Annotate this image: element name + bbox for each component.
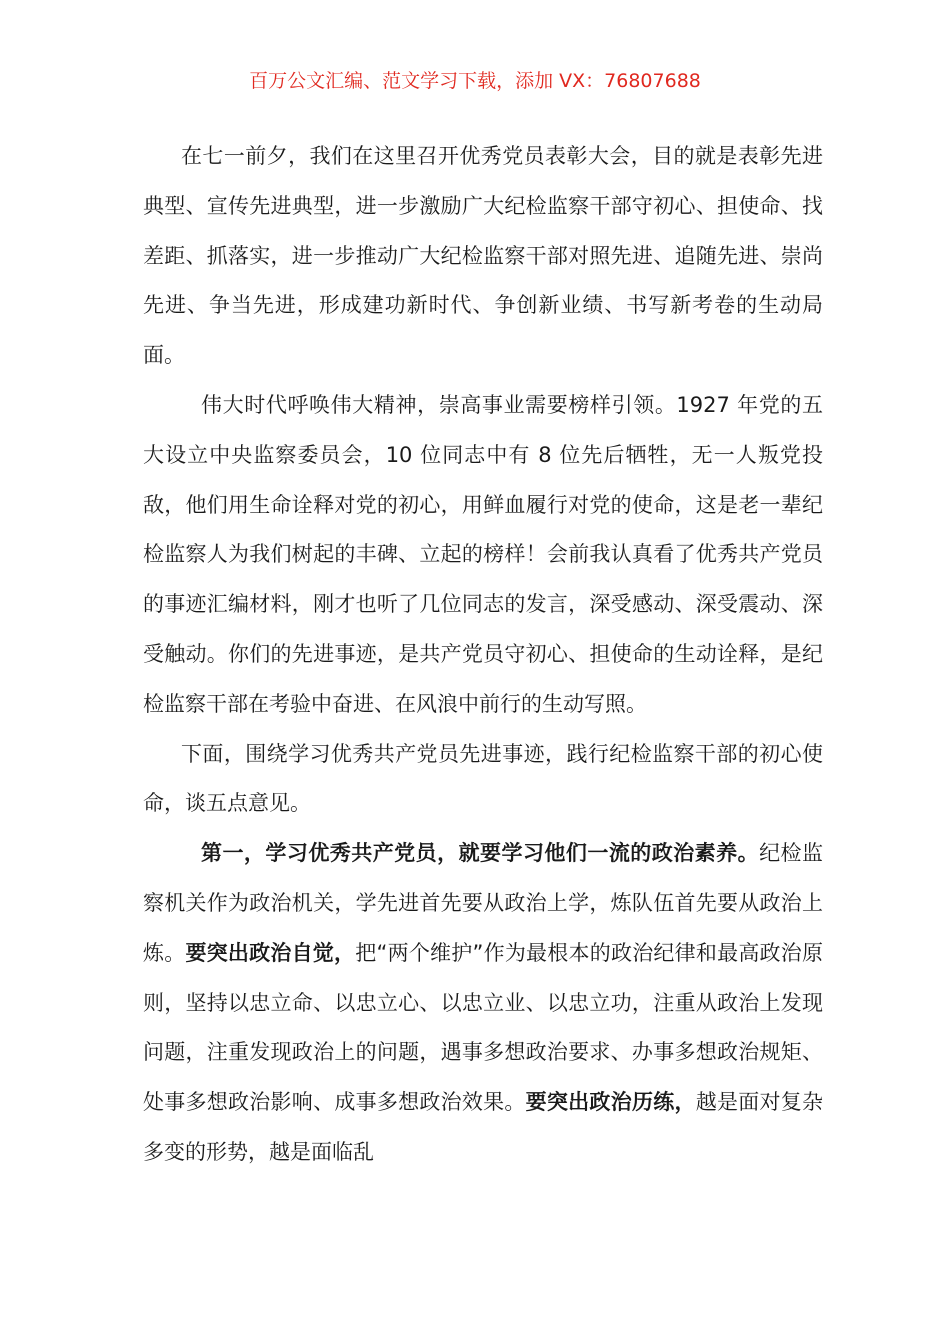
paragraph-point-one	[143, 829, 823, 1178]
point-one-heading: 第一，学习优秀共产党员，就要学习他们一流的政治素养。	[201, 841, 760, 866]
point-one-text-2: 把“两个维护”作为最根本的政治纪律和最高政治原则，坚持以忠立命、以忠立心、以忠立业、以忠立功，注重从政治上发现问题，注重发现政治上的问题，遇事多想政治要求、办事多想政治规矩、处事多想政治影响、成事多想政治效果。	[143, 940, 823, 1115]
paragraph-outline: 下面，围绕学习优秀共产党员先进事迹，践行纪检监察干部的初心使命，谈五点意见。	[143, 741, 823, 816]
paragraph-intro: 在七一前夕，我们在这里召开优秀党员表彰大会，目的就是表彰先进典型、宣传先进典型，进一步激励广大纪检监察干部守初心、担使命、找差距、抓落实，进一步推动广大纪检监察干部对照先进、追随先进、崇尚先进、争当先进，形成建功新时代、争创新业绩、书写新考卷的生动局面。	[143, 144, 823, 368]
point-one-subheading-2: 要突出政治历练，	[525, 1090, 696, 1115]
point-one-subheading-1: 要突出政治自觉，	[185, 940, 356, 965]
point-one-text-1: 纪检监察机关作为政治机关，学先进首先要从政治上学，炼队伍首先要从政治上炼。	[143, 841, 824, 965]
watermark-header: 百万公文汇编、范文学习下载，添加 VX：76807688	[249, 70, 701, 92]
paragraph-role-models: 伟大时代呼唤伟大精神，崇高事业需要榜样引领。1927 年党的五大设立中央监察委员会，10 位同志中有 8 位先后牺牲，无一人叛党投敌，他们用生命诠释对党的初心，用鲜血履行对党的使命，这是老一辈纪检监察人为我们树起的丰碑、立起的榜样！会前我认真看了优秀共产党员的事迹汇编材料，刚才也听了几位同志的发言，深受感动、深受震动、深受触动。你们的先进事迹，是共产党员守初心、担使命的生动诠释，是纪检监察干部在考验中奋进、在风浪中前行的生动写照。	[143, 392, 823, 716]
document-body	[143, 132, 823, 1178]
point-one-text-3: 越是面对复杂多变的形势，越是面临乱	[143, 1090, 824, 1164]
